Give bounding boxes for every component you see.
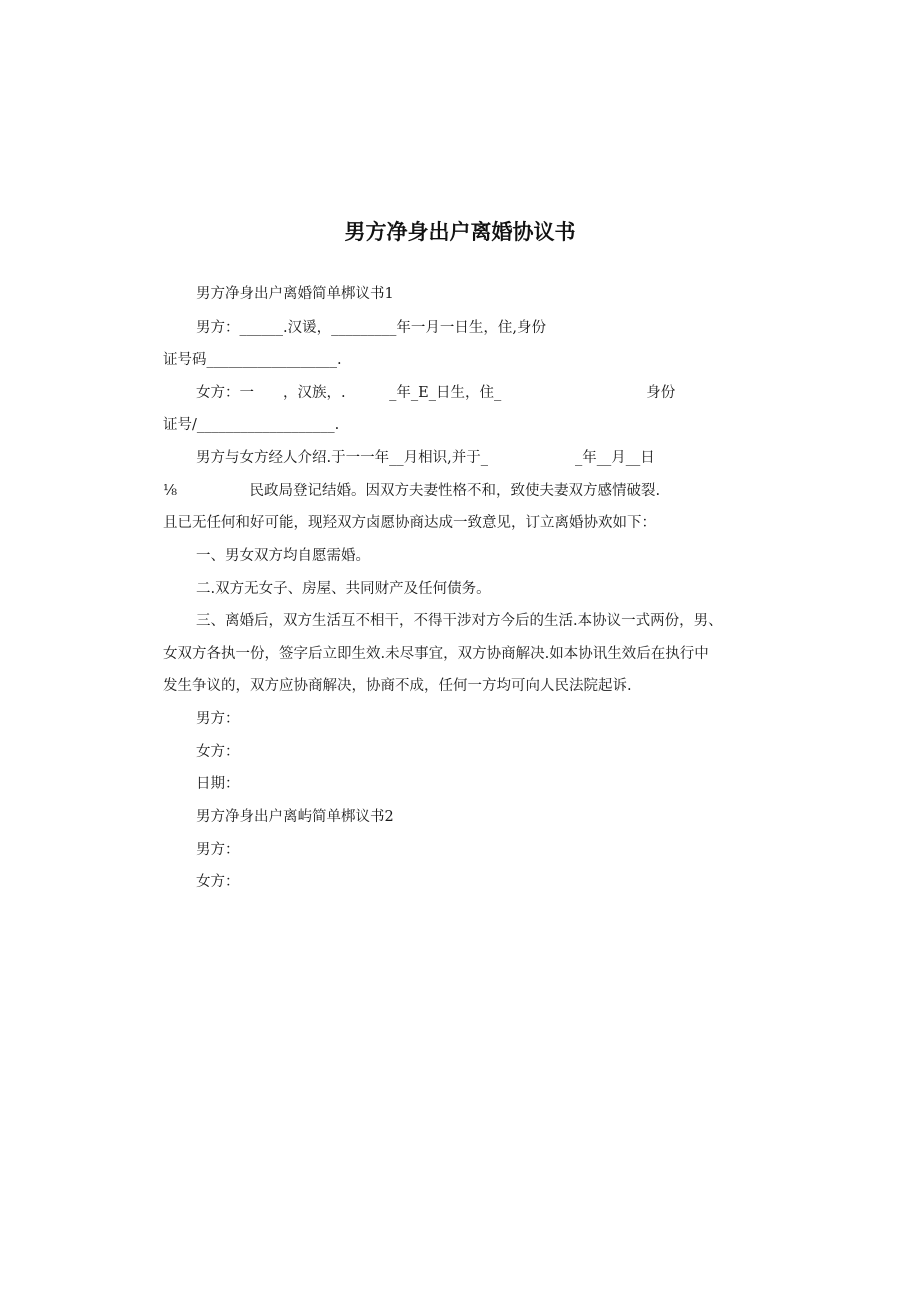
- clause-three-line-3: 发生争议的，双方应协商解决，协商不成，任何一方均可向人民法院起诉.: [163, 678, 632, 694]
- marriage-history-line: 男方与女方经人介绍.于一一年__月相识,并于_ _年__月__日: [196, 450, 655, 466]
- female-party-info-line: 女方：一 ，汉族，. _年_E_日生，住_ 身份: [196, 385, 676, 401]
- female-id-number-line: 证号/___________________.: [163, 417, 340, 433]
- male-party-info-line: 男方：______.汉谖，_________年一月一日生，住,身份: [196, 320, 546, 336]
- document-title: 男方净身出户离婚协议书: [344, 220, 576, 244]
- agreement-2-heading: 男方净身出户离屿简单梆议书2: [196, 809, 394, 825]
- clause-one: 一、男女双方均自愿需婚。: [196, 548, 370, 564]
- agreement-intro-line: 且已无任何和好可能，现羟双方卤愿协商达成一致意见，订立离婚协欢如下：: [163, 515, 656, 531]
- female-label-2: 女方：: [196, 874, 240, 890]
- date-label: 日期：: [196, 776, 240, 792]
- clause-three-line-1: 三、离婚后，双方生活互不相干，不得干涉对方今后的生活.本协议一式两份，男、: [196, 613, 723, 629]
- marriage-registration-line: ⅛ 民政局登记结婚。因双方夫妻性格不和，致使夫妻双方感情破裂.: [163, 483, 661, 499]
- female-signature-label: 女方：: [196, 744, 240, 760]
- male-label-2: 男方：: [196, 842, 240, 858]
- clause-three-line-2: 女双方各执一份，签字后立即生效.未尽事宜，双方协商解决.如本协讯生效后在执行中: [163, 646, 709, 662]
- agreement-1-heading: 男方净身出户离婚简单梆议书1: [196, 286, 394, 302]
- male-id-number-line: 证号码__________________.: [163, 352, 342, 368]
- clause-two: 二.双方无女子、房屋、共同财产及任何债务。: [196, 581, 491, 597]
- male-signature-label: 男方：: [196, 711, 240, 727]
